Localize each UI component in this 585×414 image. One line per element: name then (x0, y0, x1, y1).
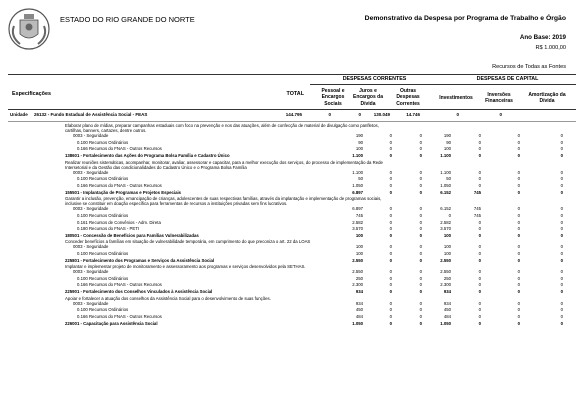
action-description: Apoiar e fortalecer a atuação dos conselhos da Assistência Social para o desenvolvimento de suas funções. (65, 295, 271, 301)
row-value: 0 (419, 206, 422, 212)
row-value: 484 (355, 313, 363, 319)
row-value: 0 (448, 212, 451, 218)
row-value: 0 (560, 139, 563, 145)
col-outras: Outras Despesas Correntes (396, 88, 420, 107)
row-value: 0 (517, 300, 520, 306)
source-row (65, 251, 565, 258)
row-value: 0 (517, 206, 520, 212)
row-label: 0.100 Recursos Ordinários (77, 212, 129, 218)
source-row (65, 213, 565, 220)
row-value: 0 (560, 300, 563, 306)
row-value: 0 (419, 139, 422, 145)
row-label: 0003 - Seguridade (73, 206, 109, 212)
row-value: 0 (478, 250, 481, 256)
action-row (65, 233, 565, 240)
action-description: Implantar e implementar projeto de monitoramento e assessoramento aos programas e serviços desenvolvidos pela SETHAS. (65, 264, 306, 270)
row-label: 0.180 Recursos do FNAS - PETI (77, 226, 140, 232)
row-label: 0003 - Seguridade (73, 269, 109, 275)
unidade-label: Unidade (10, 112, 28, 117)
row-value: 100 (355, 232, 363, 238)
row-value: 0 (478, 146, 481, 152)
source-row (65, 282, 565, 289)
action-description: Realizar reuniões sistemáticas, acompanhar, monitorar, avaliar, assessorar e capacitar, para a melhor execução dos serviços, do processo de implementação da Rede Intersetorial e da Gestão das condicionalidades do Cadastro Único e o Programa Bolsa Família (65, 159, 383, 170)
row-value: 0 (560, 307, 563, 313)
row-value: 90 (446, 139, 451, 145)
row-label: 155501 - Implantação de Programas e Projetos Especiais (65, 189, 182, 195)
row-value: 100 (443, 232, 451, 238)
row-value: 0 (560, 250, 563, 256)
row-value: 450 (355, 307, 363, 313)
row-value: 0 (478, 226, 481, 232)
row-value: 0 (389, 289, 392, 295)
row-value: 0 (478, 139, 481, 145)
row-label: 0003 - Seguridade (73, 300, 109, 306)
row-value: 0 (560, 320, 563, 326)
row-label: 0003 - Seguridade (73, 244, 109, 250)
row-value: 0 (389, 169, 392, 175)
row-value: 0 (560, 169, 563, 175)
row-label: 0.166 Recursos do FNAS - Outros Recursos (77, 282, 162, 288)
unidade-juros: 0 (358, 112, 361, 117)
row-value: 6.152 (440, 189, 451, 195)
row-value: 3.570 (440, 226, 451, 232)
source-row (65, 314, 565, 321)
row-value: 1.050 (352, 320, 363, 326)
row-value: 0 (389, 226, 392, 232)
row-value: 190 (443, 133, 451, 139)
row-value: 0 (517, 313, 520, 319)
row-value: 745 (473, 212, 481, 218)
row-value: 0 (389, 189, 392, 195)
row-value: 934 (355, 289, 363, 295)
row-value: 0 (560, 133, 563, 139)
row-value: 0 (560, 176, 563, 182)
group-capital: DESPESAS DE CAPITAL (476, 76, 539, 82)
row-value: 0 (419, 313, 422, 319)
row-value: 0 (478, 320, 481, 326)
row-value: 100 (443, 244, 451, 250)
row-value: 0 (389, 182, 392, 188)
row-value: 0 (517, 212, 520, 218)
row-value: 0 (560, 226, 563, 232)
col-juros: Juros e Encargos da Dívida (352, 88, 383, 107)
row-value: 2.300 (440, 282, 451, 288)
row-value: 0 (478, 275, 481, 281)
row-value: 0 (478, 182, 481, 188)
row-value: 0 (517, 250, 520, 256)
row-value: 0 (389, 300, 392, 306)
row-value: 0 (419, 289, 422, 295)
row-value: 100 (355, 250, 363, 256)
row-value: 0 (560, 212, 563, 218)
row-value: 0 (478, 232, 481, 238)
program-table (65, 123, 565, 327)
source-row (65, 220, 565, 227)
row-label: 0.161 Recursos de Convênios - Adm. Direta (77, 219, 161, 225)
row-value: 745 (355, 212, 363, 218)
row-value: 0 (517, 226, 520, 232)
row-value: 0 (517, 307, 520, 313)
row-value: 2.582 (352, 219, 363, 225)
row-value: 0 (389, 282, 392, 288)
unidade-inversoes: 0 (456, 112, 459, 117)
source-row (65, 140, 565, 147)
row-value: 745 (473, 206, 481, 212)
row-value: 0 (478, 307, 481, 313)
row-label: 226001 - Capacitação para Assistência Social (65, 320, 158, 326)
row-value: 0 (419, 146, 422, 152)
row-value: 0 (517, 219, 520, 225)
row-value: 0 (517, 152, 520, 158)
row-value: 1.050 (440, 182, 451, 188)
row-value: 0 (517, 182, 520, 188)
row-value: 745 (473, 189, 481, 195)
row-value: 0 (389, 250, 392, 256)
function-row (65, 269, 565, 276)
row-value: 0 (517, 320, 520, 326)
row-value: 1.050 (352, 182, 363, 188)
source-row (65, 226, 565, 233)
row-value: 0 (560, 152, 563, 158)
row-label: 0.100 Recursos Ordinários (77, 307, 129, 313)
row-value: 0 (560, 206, 563, 212)
row-label: 0.100 Recursos Ordinários (77, 250, 129, 256)
row-value: 100 (443, 146, 451, 152)
row-value: 934 (355, 300, 363, 306)
row-value: 0 (478, 300, 481, 306)
row-value: 0 (419, 257, 422, 263)
row-label: 0003 - Seguridade (73, 133, 109, 139)
function-row (65, 170, 565, 177)
row-value: 0 (560, 269, 563, 275)
row-value: 0 (560, 289, 563, 295)
col-investimentos: Investimentos (439, 95, 473, 101)
row-value: 0 (478, 244, 481, 250)
row-value: 0 (560, 146, 563, 152)
row-value: 0 (389, 212, 392, 218)
row-value: 2.300 (352, 282, 363, 288)
row-value: 0 (419, 307, 422, 313)
row-value: 0 (560, 313, 563, 319)
row-value: 0 (478, 176, 481, 182)
col-amortizacao: Amortização da Dívida (528, 92, 566, 105)
row-value: 0 (517, 169, 520, 175)
source-row (65, 176, 565, 183)
row-value: 0 (560, 219, 563, 225)
row-value: 0 (560, 232, 563, 238)
row-value: 1.100 (352, 169, 363, 175)
row-value: 0 (419, 176, 422, 182)
row-value: 0 (517, 257, 520, 263)
row-value: 2.550 (352, 269, 363, 275)
unidade-invest: 14.746 (406, 112, 420, 117)
row-value: 2.582 (440, 219, 451, 225)
row-value: 0 (478, 152, 481, 158)
row-value: 1.100 (352, 152, 363, 158)
row-value: 0 (419, 133, 422, 139)
row-label: 0003 - Seguridade (73, 169, 109, 175)
row-value: 934 (443, 300, 451, 306)
row-value: 0 (560, 257, 563, 263)
row-value: 934 (443, 289, 451, 295)
action-row (65, 321, 565, 328)
row-value: 0 (389, 275, 392, 281)
row-label: 225801 - Fortalecimento dos Programas e Serviços da Assistência Social (65, 257, 215, 263)
row-label: 0.100 Recursos Ordinários (77, 275, 129, 281)
row-value: 0 (419, 232, 422, 238)
unidade-amort: 0 (499, 112, 502, 117)
row-value: 0 (517, 289, 520, 295)
row-value: 0 (517, 133, 520, 139)
state-coat-of-arms-icon (6, 6, 52, 52)
state-name: ESTADO DO RIO GRANDE DO NORTE (60, 15, 195, 24)
row-value: 250 (355, 275, 363, 281)
currency-unit: R$ 1.000,00 (535, 45, 566, 51)
row-value: 0 (517, 282, 520, 288)
row-value: 0 (419, 320, 422, 326)
report-title: Demonstrativo da Despesa por Programa de Trabalho e Órgão (364, 15, 566, 22)
row-label: 0.166 Recursos do FNAS - Outros Recursos (77, 146, 162, 152)
action-row (65, 153, 565, 160)
row-value: 0 (389, 269, 392, 275)
group-correntes: DESPESAS CORRENTES (342, 76, 407, 82)
row-value: 0 (478, 269, 481, 275)
row-value: 100 (443, 250, 451, 256)
row-value: 3.570 (352, 226, 363, 232)
unidade-pessoal: 0 (328, 112, 331, 117)
row-value: 0 (478, 313, 481, 319)
row-value: 0 (389, 232, 392, 238)
row-value: 0 (419, 189, 422, 195)
row-value: 6.897 (352, 206, 363, 212)
row-value: 100 (355, 244, 363, 250)
unidade-outras: 130.049 (373, 112, 390, 117)
unidade-row (8, 112, 585, 120)
row-value: 100 (355, 146, 363, 152)
action-row (65, 289, 565, 296)
row-value: 0 (560, 244, 563, 250)
row-value: 0 (517, 275, 520, 281)
row-label: 225901 - Fortalecimento dos Conselhos Vinculados à Assistência Social (65, 289, 213, 295)
unidade-total: 144.795 (285, 112, 302, 117)
row-value: 0 (389, 152, 392, 158)
row-value: 0 (560, 275, 563, 281)
row-value: 0 (517, 232, 520, 238)
row-value: 90 (358, 139, 363, 145)
row-value: 2.550 (440, 257, 451, 263)
row-value: 0 (389, 219, 392, 225)
row-value: 0 (478, 219, 481, 225)
row-value: 484 (443, 313, 451, 319)
row-label: 0.166 Recursos do FNAS - Outros Recursos (77, 313, 162, 319)
row-value: 0 (389, 320, 392, 326)
row-label: 0.100 Recursos Ordinários (77, 176, 129, 182)
row-value: 0 (389, 206, 392, 212)
row-value: 6.897 (352, 189, 363, 195)
row-value: 0 (389, 139, 392, 145)
source-row (65, 307, 565, 314)
source-row (65, 146, 565, 153)
source-row (65, 276, 565, 283)
row-value: 0 (478, 133, 481, 139)
row-label: 0.100 Recursos Ordinários (77, 139, 129, 145)
row-value: 0 (419, 226, 422, 232)
row-value: 1.100 (440, 152, 451, 158)
row-value: 0 (389, 176, 392, 182)
source-scope: Recursos de Todas as Fontes (492, 64, 566, 70)
col-pessoal: Pessoal e Encargos Sociais (321, 88, 345, 107)
row-value: 0 (478, 257, 481, 263)
row-value: 0 (517, 176, 520, 182)
row-value: 6.152 (440, 206, 451, 212)
row-value: 0 (419, 282, 422, 288)
row-value: 0 (389, 133, 392, 139)
row-value: 0 (419, 244, 422, 250)
unidade-name: 26132 - Fundo Estadual de Assistência Social - FEAS (34, 112, 148, 117)
row-value: 0 (419, 300, 422, 306)
row-value: 50 (358, 176, 363, 182)
action-row (65, 258, 565, 265)
row-value: 0 (478, 169, 481, 175)
action-description: Elaborar plano de mídias, preparar campanhas estaduais com foco na prevenção e nos das atuações, além de confecção de material de divulgação como panfletos, cartilhas, banners, cartazes, dentre outros. (65, 123, 379, 134)
row-value: 0 (517, 146, 520, 152)
row-value: 0 (419, 269, 422, 275)
function-row (65, 206, 565, 213)
row-value: 1.100 (440, 169, 451, 175)
row-value: 0 (419, 250, 422, 256)
row-value: 0 (478, 282, 481, 288)
source-row (65, 183, 565, 190)
row-value: 0 (389, 307, 392, 313)
row-value: 0 (560, 189, 563, 195)
col-especificacoes: Especificações (12, 91, 51, 97)
row-value: 0 (419, 152, 422, 158)
row-value: 0 (517, 189, 520, 195)
col-total: TOTAL (286, 91, 304, 97)
row-value: 0 (419, 182, 422, 188)
row-value: 0 (517, 139, 520, 145)
row-label: 138601 - Fortalecimento das Ações do Programa Bolsa Família e Cadastro Único (65, 152, 230, 158)
row-value: 2.550 (440, 269, 451, 275)
row-value: 0 (389, 257, 392, 263)
action-description: Garantir a inclusão, prevenção, emancipação de crianças, adolescentes de suas respectivas famílias, através da implantação e implementação de programas sociais, inclusive se constituir em doação específica para ferramentas de recursos a instituições privadas sem fins lucrativos. (65, 196, 382, 207)
row-value: 0 (389, 146, 392, 152)
row-label: 180501 - Concessão de Benefícios para Famílias Vulnerabilizadas (65, 232, 199, 238)
row-value: 0 (560, 282, 563, 288)
row-value: 0 (419, 275, 422, 281)
row-value: 0 (419, 169, 422, 175)
row-value: 0 (389, 244, 392, 250)
row-value: 0 (389, 313, 392, 319)
col-inversoes: Inversões Financeiras (485, 92, 513, 105)
row-value: 190 (355, 133, 363, 139)
function-row (65, 301, 565, 308)
row-value: 0 (419, 212, 422, 218)
row-value: 0 (419, 219, 422, 225)
row-value: 0 (517, 244, 520, 250)
row-value: 250 (443, 275, 451, 281)
row-value: 450 (443, 307, 451, 313)
row-value: 1.050 (440, 320, 451, 326)
function-row (65, 244, 565, 251)
base-year: Ano Base: 2019 (519, 34, 566, 41)
row-value: 50 (446, 176, 451, 182)
function-row (65, 133, 565, 140)
action-row (65, 190, 565, 197)
row-label: 0.166 Recursos do FNAS - Outros Recursos (77, 182, 162, 188)
row-value: 0 (517, 269, 520, 275)
action-description: Conceder benefícios a famílias em situação de vulnerabilidade temporária, em cumprimento do que preconiza o art. 22 da LOAS (65, 239, 311, 245)
row-value: 0 (478, 289, 481, 295)
row-value: 2.550 (352, 257, 363, 263)
row-value: 0 (560, 182, 563, 188)
